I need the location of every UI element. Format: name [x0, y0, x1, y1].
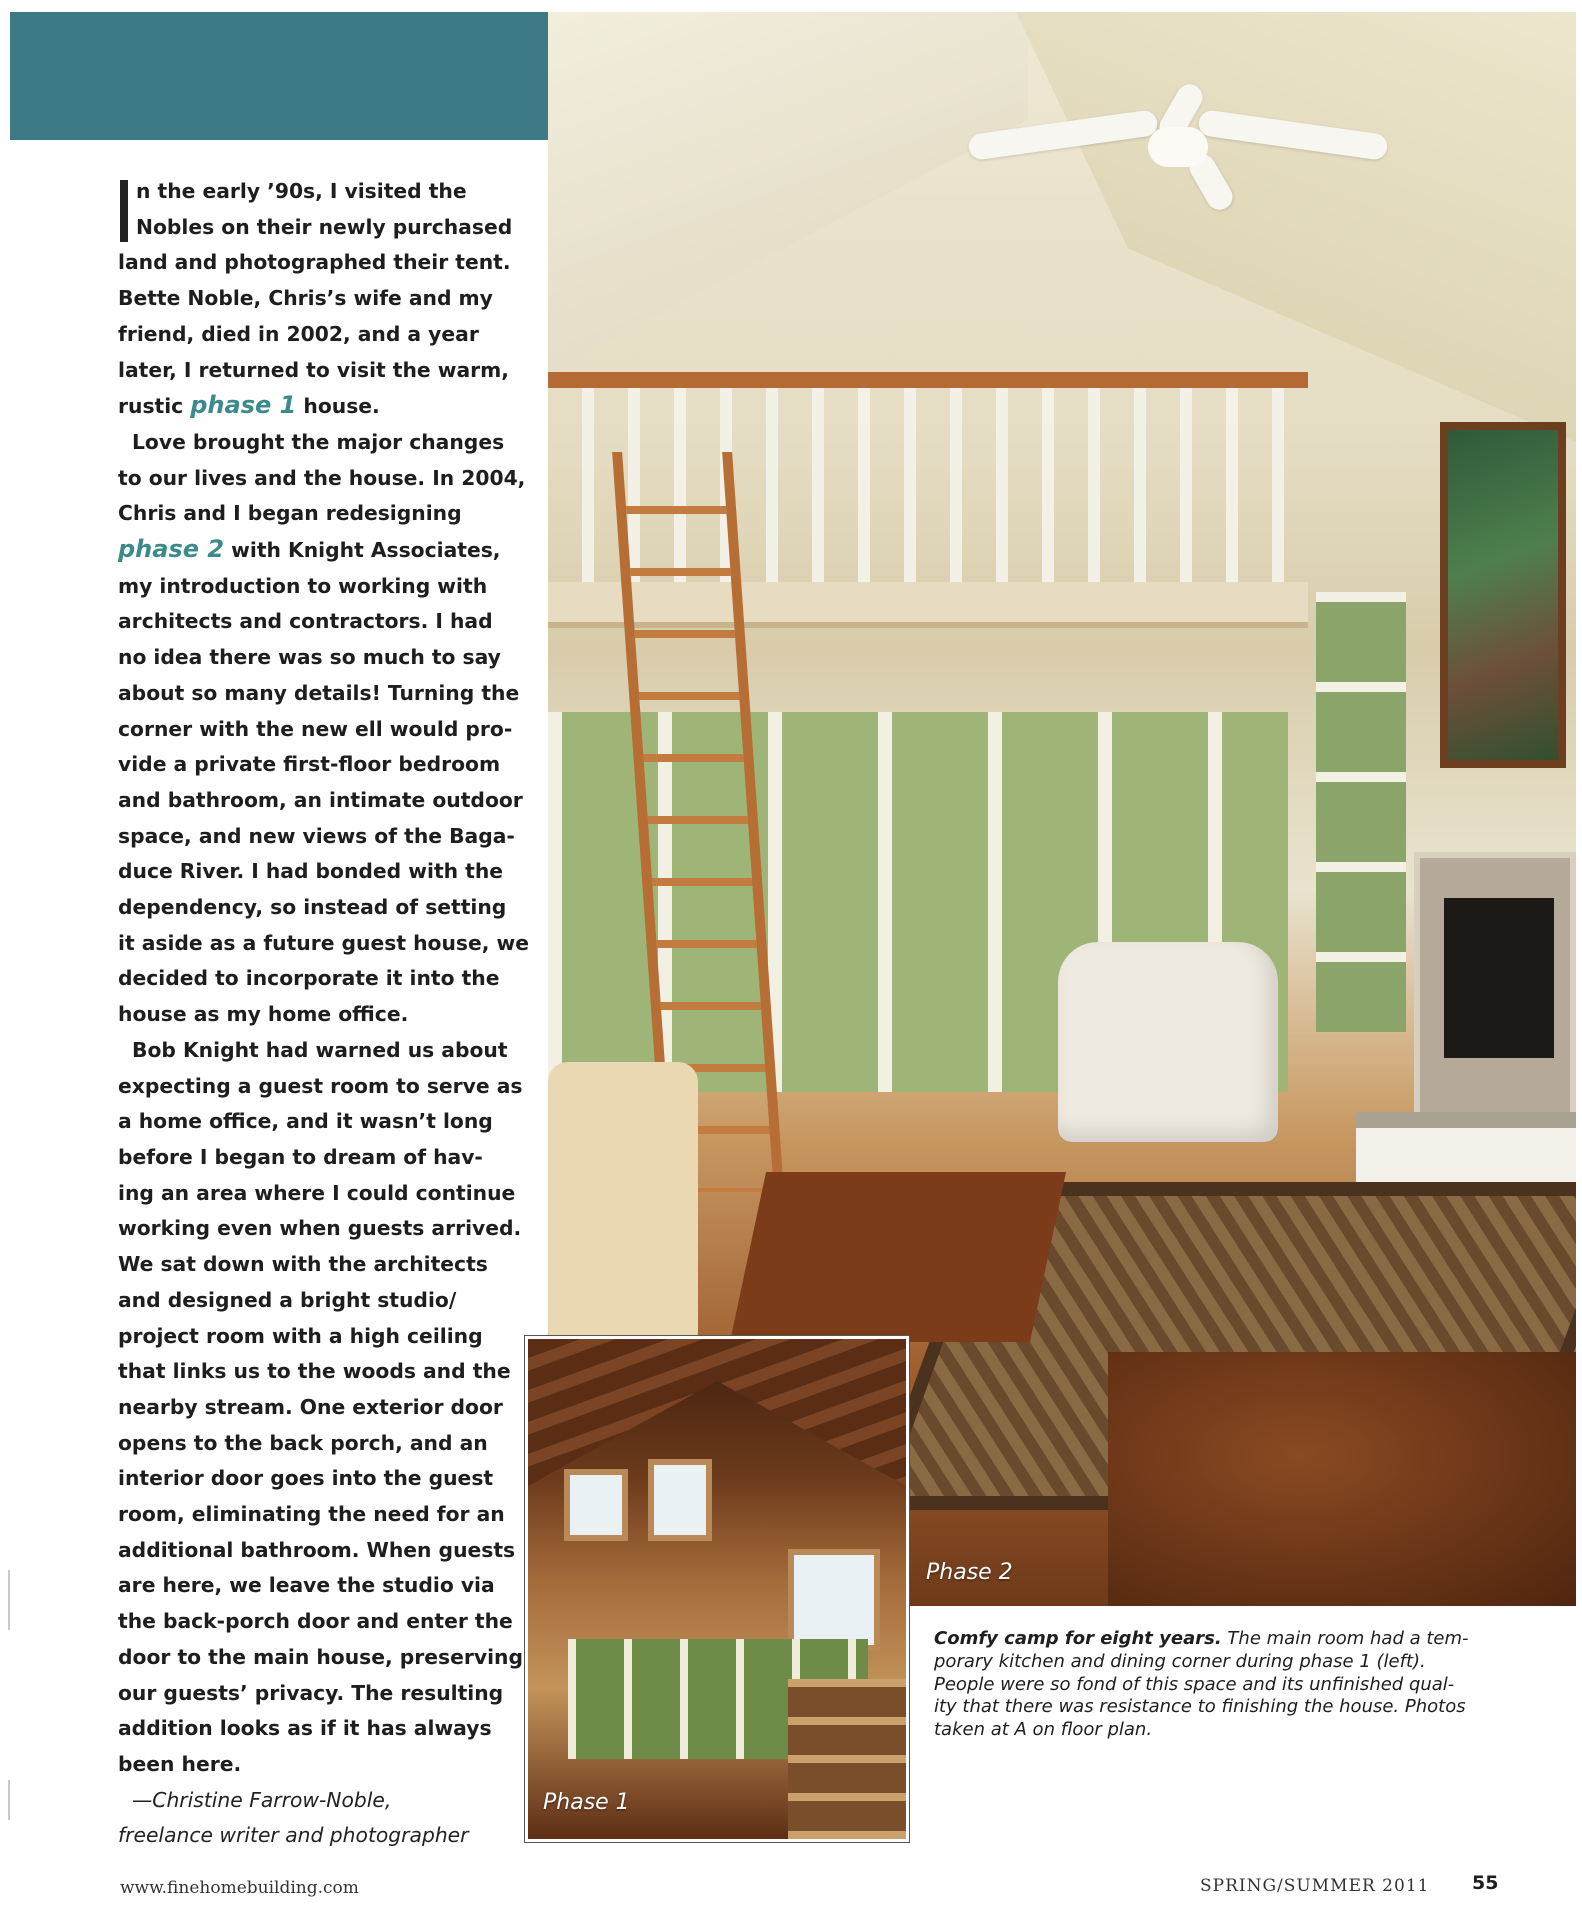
phase-2-highlight: phase 2: [118, 535, 225, 564]
photo-ceiling: [548, 12, 1028, 372]
text-line: my introduction to working with: [118, 573, 488, 598]
text-line: our guests’ privacy. The resulting: [118, 1680, 504, 1705]
text-line: to our lives and the house. In 2004,: [118, 465, 526, 490]
text-fragment: The main room had a tem-: [1221, 1628, 1469, 1649]
text-line: nearby stream. One exterior door: [118, 1394, 503, 1419]
text-line: space, and new views of the Baga-: [118, 823, 515, 848]
text-line: project room with a high ceiling: [118, 1323, 483, 1348]
fan-blade: [1197, 109, 1389, 161]
ceiling-fan-icon: [968, 82, 1388, 202]
text-line: interior door goes into the guest: [118, 1466, 494, 1491]
text-line: house as my home office.: [118, 1002, 409, 1027]
wood-floor: [1108, 1352, 1576, 1606]
side-window: [1316, 592, 1406, 1032]
text-line: land and photographed their tent.: [118, 250, 511, 275]
fan-blade: [967, 109, 1159, 161]
sofa: [548, 1062, 698, 1352]
caption-line: porary kitchen and dining corner during phase 1 (left).: [934, 1650, 1426, 1672]
phase-1-label: Phase 1: [543, 1790, 630, 1815]
text-line: a home office, and it wasn’t long: [118, 1109, 493, 1134]
text-fragment: house.: [296, 394, 380, 419]
footer-url: www.finehomebuilding.com: [120, 1878, 359, 1898]
text-line: been here.: [118, 1751, 242, 1776]
photo-bookshelf: [788, 1679, 906, 1839]
text-line: door to the main house, preserving: [118, 1644, 523, 1669]
text-line: addition looks as if it has always: [118, 1716, 492, 1741]
fan-hub: [1148, 127, 1208, 167]
photo-window: [648, 1459, 712, 1541]
text-line: expecting a guest room to serve as: [118, 1073, 523, 1098]
text-line: Bette Noble, Chris’s wife and my: [118, 286, 493, 311]
wall-painting: [1440, 422, 1566, 768]
text-line: and bathroom, an intimate outdoor: [118, 787, 523, 812]
text-line: We sat down with the architects: [118, 1252, 488, 1277]
paragraph-2: [118, 425, 529, 1033]
footer-issue: SPRING/SUMMER 2011: [1200, 1876, 1430, 1896]
text-fragment: with Knight Associates,: [224, 538, 501, 563]
text-fragment: rustic: [118, 394, 191, 419]
photo-window: [788, 1549, 880, 1651]
text-line: Nobles on their newly purchased: [136, 214, 513, 239]
text-line: working even when guests arrived.: [118, 1216, 522, 1241]
text-line: Love brought the major changes: [132, 429, 505, 454]
text-line: friend, died in 2002, and a year: [118, 321, 479, 346]
text-line: are here, we leave the studio via: [118, 1573, 495, 1598]
photo-caption: [934, 1628, 1534, 1742]
text-line: it aside as a future guest house, we: [118, 930, 529, 955]
text-line: vide a private first-floor bedroom: [118, 752, 501, 777]
caption-line: People were so fond of this space and its unfinished qual-: [934, 1673, 1455, 1695]
header-color-band: [10, 12, 548, 140]
text-line: the back-porch door and enter the: [118, 1609, 513, 1634]
text-line: [118, 532, 501, 569]
phase-1-photo: [525, 1336, 909, 1842]
byline-name: —Christine Farrow-Noble,: [132, 1787, 392, 1812]
phase-2-label: Phase 2: [926, 1560, 1013, 1585]
phase-1-highlight: phase 1: [190, 391, 297, 420]
caption-line: ity that there was resistance to finishing the house. Photos: [934, 1696, 1466, 1718]
drop-cap: [120, 180, 128, 242]
text-line: about so many details! Turning the: [118, 680, 520, 705]
caption-lead: Comfy camp for eight years.: [934, 1628, 1222, 1649]
byline-role: freelance writer and photographer: [118, 1823, 469, 1848]
text-line: Bob Knight had warned us about: [132, 1037, 508, 1062]
coffee-table: [730, 1172, 1066, 1342]
photo-window: [564, 1469, 628, 1541]
caption-line: [934, 1628, 1534, 1651]
text-line: dependency, so instead of setting: [118, 895, 507, 920]
text-line: duce River. I had bonded with the: [118, 859, 504, 884]
text-line: architects and contractors. I had: [118, 609, 493, 634]
text-line: additional bathroom. When guests: [118, 1537, 516, 1562]
text-line: corner with the new ell would pro-: [118, 716, 513, 741]
page-number: 55: [1472, 1872, 1499, 1894]
text-line: Chris and I began redesigning: [118, 501, 462, 526]
text-line: no idea there was so much to say: [118, 645, 501, 670]
text-line: decided to incorporate it into the: [118, 966, 500, 991]
text-line: ing an area where I could continue: [118, 1180, 516, 1205]
fireplace: [1414, 852, 1576, 1124]
caption-line: taken at A on floor plan.: [934, 1719, 1153, 1741]
byline: [118, 1783, 490, 1854]
scan-mark: [8, 1780, 10, 1820]
paragraph-1: [118, 174, 513, 425]
text-line: room, eliminating the need for an: [118, 1502, 505, 1527]
scan-mark: [8, 1570, 10, 1630]
text-line: later, I returned to visit the warm,: [118, 357, 509, 382]
paragraph-3: [118, 1033, 523, 1783]
text-line: before I began to dream of hav-: [118, 1144, 483, 1169]
text-line: [118, 388, 490, 425]
text-line: that links us to the woods and the: [118, 1359, 511, 1384]
text-line: and designed a bright studio/: [118, 1287, 457, 1312]
armchair: [1058, 942, 1278, 1142]
article-column: [118, 174, 529, 1854]
text-line: n the early ’90s, I visited the: [136, 179, 467, 203]
text-line: opens to the back porch, and an: [118, 1430, 488, 1455]
